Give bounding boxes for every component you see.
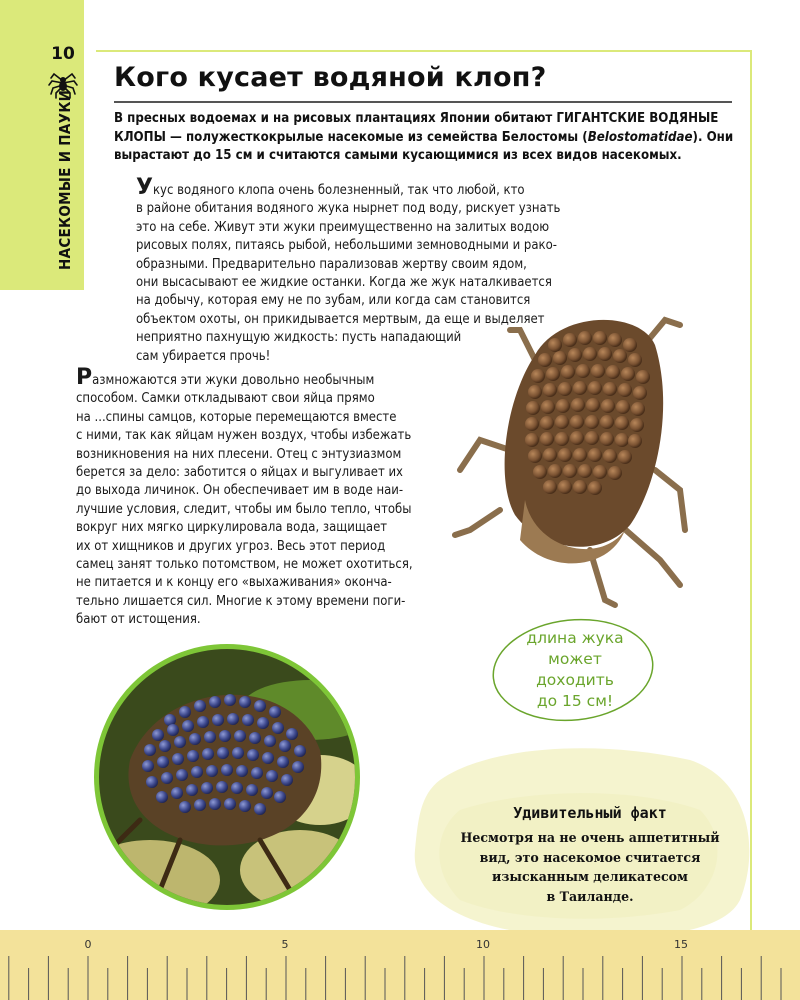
intro-text-1: В пресных водоемах и на рисовых плантациях Японии обитают ГИГАНТСКИЕ ВОДЯНЫЕ КЛОПЫ — полужесткокрылые насекомые из семейства Белостомы ( — [114, 111, 719, 145]
text-line: самец занят только потомством, не может охотиться, — [76, 557, 413, 573]
text-line — [76, 365, 413, 390]
fact-body — [440, 828, 740, 906]
text-line: до выхода личинок. Он обеспечивает им в воде наи- — [76, 483, 404, 499]
text-line: неприятно пахнущую жидкость: пусть нападающий — [136, 330, 462, 346]
ruler — [0, 930, 800, 1000]
fact-line: Несмотря на не очень аппетитный — [460, 830, 720, 845]
title-rule — [114, 101, 732, 103]
text-line: бают от истощения. — [76, 612, 201, 628]
section-label: НАСЕКОМЫЕ И ПАУКИ — [56, 89, 74, 270]
ruler-label: 0 — [84, 938, 92, 951]
fact-line: в Таиланде. — [546, 888, 634, 904]
intro-latin-name: Belostomatidae — [587, 129, 693, 145]
text-line-content: кус водяного клопа очень болезненный, так что любой, кто — [152, 183, 525, 198]
text-line: образными. Предварительно парализовав жертву своим ядом, — [136, 256, 527, 272]
text-line: способом. Самки откладывают свои яйца прямо — [76, 391, 375, 407]
page-title: Кого кусает водяной клоп? — [114, 62, 547, 93]
text-line: в районе обитания водяного жука нырнет под воду, рискует узнать — [136, 201, 561, 217]
intro-paragraph — [114, 110, 734, 166]
text-line: объектом охоты, он прикидывается мертвым, да еще и выделяет — [136, 311, 545, 327]
text-line: их от хищников и других угроз. Весь этот период — [76, 538, 386, 554]
ruler-label: 15 — [674, 938, 688, 951]
page-number: 10 — [51, 44, 75, 64]
paragraph-reproduction — [76, 365, 413, 630]
text-line: лучшие условия, следит, чтобы им было тепло, чтобы — [76, 501, 412, 517]
text-line: берется за дело: заботится о яйцах и выгуливает их — [76, 465, 403, 481]
callout-line: доходить — [536, 671, 614, 689]
text-line: сам убирается прочь! — [136, 348, 271, 364]
text-line: возникновения на них плесени. Отец с энтузиазмом — [76, 446, 402, 462]
fact-line: изысканным деликатесом — [491, 869, 688, 884]
water-bug-image — [440, 300, 690, 610]
drop-cap: Р — [76, 365, 93, 390]
intro-text-2: ). Они вырастают до 15 см и считаются самыми кусающимися из всех видов насекомых. — [114, 129, 734, 163]
drop-cap: У — [136, 175, 153, 200]
length-callout — [500, 628, 650, 712]
text-line: на добычу, которая ему не по зубам, или когда сам становится — [136, 293, 531, 309]
text-line: тельно лишается сил. Многие к этому времени поги- — [76, 593, 406, 609]
callout-line: до 15 см! — [536, 692, 614, 710]
callout-line: длина жука — [526, 629, 624, 647]
ruler-label: 5 — [281, 938, 289, 951]
text-line: они высасывают ее жидкие останки. Когда же жук наталкивается — [136, 275, 552, 291]
text-line: на ...спины самцов, которые перемещаются вместе — [76, 409, 397, 425]
bug-eggs-photo — [90, 640, 365, 915]
text-line: это на себе. Живут эти жуки преимущественно на залитых водою — [136, 219, 550, 235]
callout-line: может — [548, 650, 602, 668]
text-line — [136, 175, 560, 200]
ruler-ticks — [0, 930, 800, 1000]
text-line: не питается и к концу его «выхаживания» оконча- — [76, 575, 392, 591]
text-line: рисовых полях, питаясь рыбой, небольшими земноводными и рако- — [136, 238, 557, 254]
fact-line: вид, это насекомое считается — [479, 849, 701, 865]
text-line-content: азмножаются эти жуки довольно необычным — [92, 373, 375, 388]
fact-title: Удивительный факт — [513, 804, 667, 822]
text-line: с ними, так как яйцам нужен воздух, чтобы избежать — [76, 428, 412, 444]
ruler-label: 10 — [476, 938, 490, 951]
text-line: вокруг них мягко циркулировала вода, защищает — [76, 520, 388, 536]
